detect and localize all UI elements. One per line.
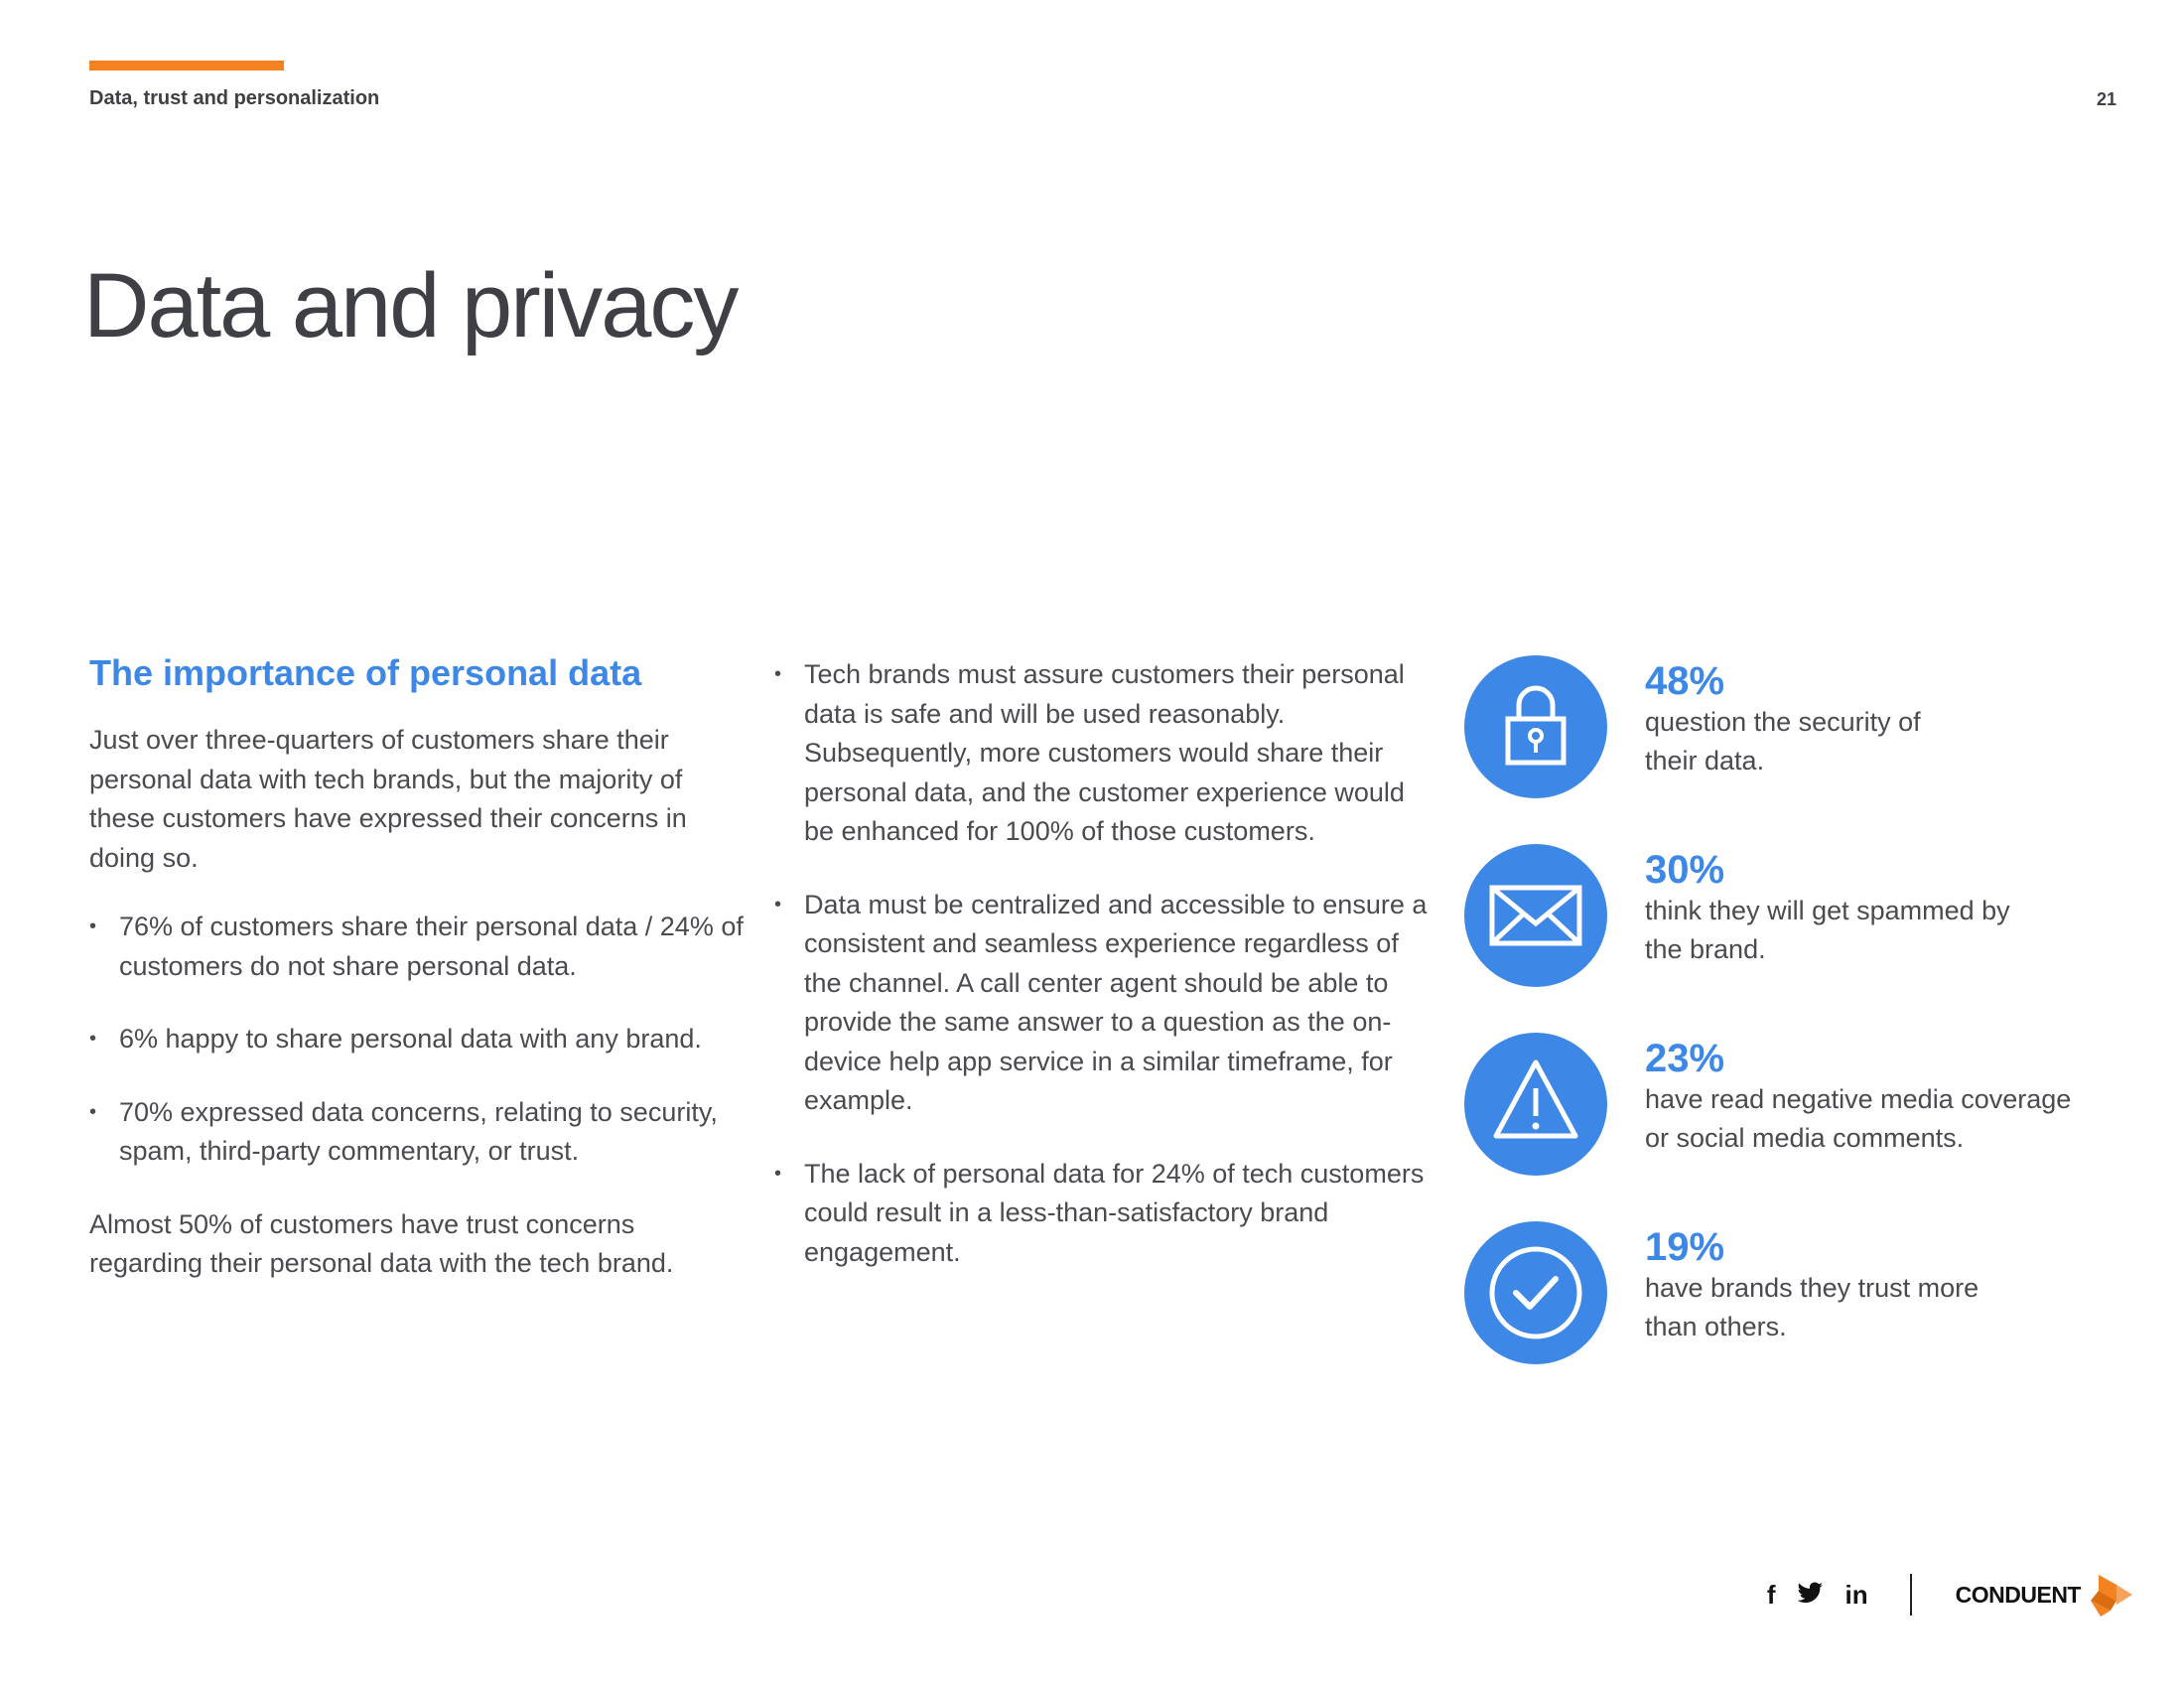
section-label: Data, trust and personalization xyxy=(89,87,380,109)
list-item: • 70% expressed data concerns, relating to security, spam, third-party commentary, or trust. xyxy=(89,1093,745,1172)
warning-icon xyxy=(1464,1033,1607,1176)
page-number: 21 xyxy=(2096,89,2116,109)
intro-paragraph: Just over three-quarters of customers share their personal data with tech brands, but the majority of these customers have expressed their concerns in doing so. xyxy=(89,725,687,873)
conduent-logo xyxy=(1956,1571,2134,1618)
brand-name: CONDUENT xyxy=(1955,1581,2081,1608)
stat-description: have read negative media coverage or social media comments. xyxy=(1645,1084,2072,1153)
footer xyxy=(1767,1569,2134,1620)
stat-value: 19% xyxy=(1645,1225,1725,1269)
stat-description: question the security of their data. xyxy=(1645,707,1921,775)
check-circle-icon xyxy=(1464,1221,1607,1364)
header-accent-bar xyxy=(89,61,284,70)
stat-description: have brands they trust more than others. xyxy=(1645,1273,1979,1341)
linkedin-icon[interactable]: in xyxy=(1844,1579,1868,1610)
left-column xyxy=(89,651,745,1284)
lock-icon xyxy=(1464,655,1607,798)
envelope-icon xyxy=(1464,844,1607,987)
list-item: • 6% happy to share personal data with any brand. xyxy=(89,1020,745,1059)
twitter-icon[interactable] xyxy=(1798,1580,1824,1611)
list-item: • 76% of customers share their personal data / 24% of customers do not share personal data. xyxy=(89,908,745,986)
conduent-mark-icon xyxy=(2087,1571,2134,1618)
middle-bullet-list xyxy=(774,655,1434,1272)
closing-paragraph: Almost 50% of customers have trust concerns regarding their personal data with the tech brand. xyxy=(89,1208,674,1278)
page-title: Data and privacy xyxy=(83,255,738,356)
footer-divider xyxy=(1910,1574,1912,1616)
stat-value: 23% xyxy=(1645,1037,1725,1080)
stat-spam xyxy=(1464,844,2139,993)
middle-column xyxy=(774,655,1434,1306)
stat-description: think they will get spammed by the brand. xyxy=(1645,896,2010,964)
left-bullet-list xyxy=(89,908,745,1172)
list-item: • The lack of personal data for 24% of tech customers could result in a less-than-satisfactory brand engagement. xyxy=(774,1155,1434,1273)
stat-value: 48% xyxy=(1645,659,1725,703)
facebook-icon[interactable]: f xyxy=(1766,1579,1776,1610)
stat-trust xyxy=(1464,1221,2139,1370)
stat-security xyxy=(1464,655,2139,804)
section-heading: The importance of personal data xyxy=(89,652,642,693)
stat-media xyxy=(1464,1033,2139,1182)
social-links xyxy=(1767,1580,1868,1611)
stat-value: 30% xyxy=(1645,848,1725,892)
list-item: • Data must be centralized and accessible to ensure a consistent and seamless experience regardless of the channel. A call center agent should be able to provide the same answer to a question as the on-device help app service in a similar timeframe, for example. xyxy=(774,886,1434,1121)
list-item: • Tech brands must assure customers their personal data is safe and will be used reasonably. Subsequently, more customers would share their personal data, and the customer experience would be enhanced for 100% of those customers. xyxy=(774,655,1434,852)
